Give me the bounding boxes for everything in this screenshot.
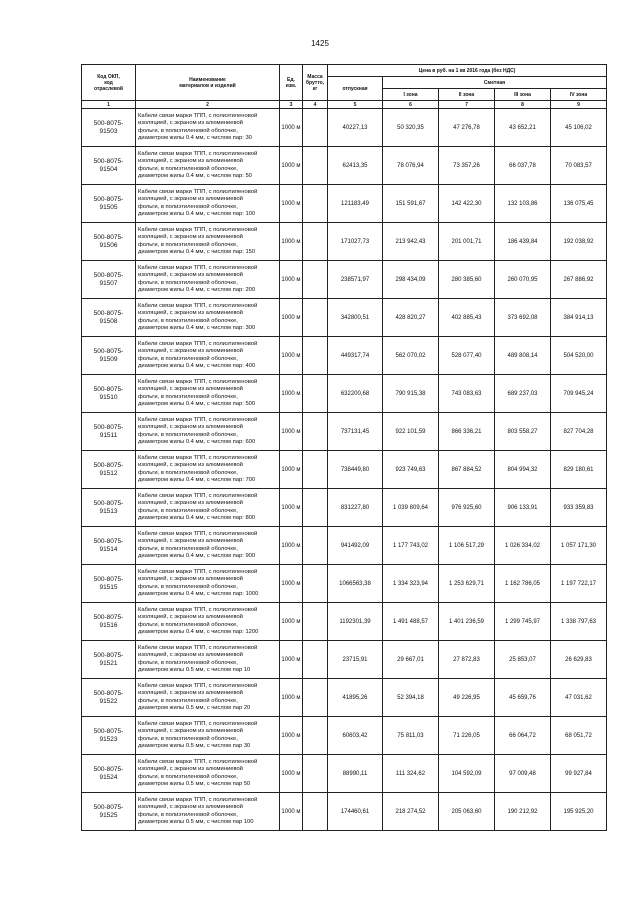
header-name: Наименование материалов и изделий xyxy=(136,65,280,101)
unit-cell: 1000 м xyxy=(280,413,303,451)
table-row xyxy=(82,603,607,641)
table-row xyxy=(82,679,607,717)
unit-cell: 1000 м xyxy=(280,451,303,489)
mass-cell xyxy=(303,527,328,565)
zone-3-price: 45 659,76 xyxy=(495,679,551,717)
column-number-row xyxy=(82,101,607,109)
zone-2-price: 142 422,30 xyxy=(439,185,495,223)
unit-cell: 1000 м xyxy=(280,527,303,565)
release-price: 831227,80 xyxy=(328,489,383,527)
unit-cell: 1000 м xyxy=(280,299,303,337)
mass-cell xyxy=(303,337,328,375)
unit-cell: 1000 м xyxy=(280,565,303,603)
product-code: 500-8075- 91525 xyxy=(82,793,136,831)
release-price: 62413,35 xyxy=(328,147,383,185)
header-zone-4: IV зона xyxy=(551,89,607,101)
mass-cell xyxy=(303,109,328,147)
zone-4-price: 195 925,20 xyxy=(551,793,607,831)
zone-1-price: 50 320,35 xyxy=(383,109,439,147)
column-number: 9 xyxy=(551,101,607,109)
table-row xyxy=(82,717,607,755)
zone-1-price: 922 101,59 xyxy=(383,413,439,451)
table-row xyxy=(82,413,607,451)
zone-4-price: 45 106,02 xyxy=(551,109,607,147)
zone-4-price: 99 927,84 xyxy=(551,755,607,793)
zone-1-price: 52 394,18 xyxy=(383,679,439,717)
header-unit: Ед. изм. xyxy=(280,65,303,101)
column-number: 1 xyxy=(82,101,136,109)
unit-cell: 1000 м xyxy=(280,603,303,641)
product-name: Кабели связи марки ТПП, с полиэтиленовой изоляцией, с экраном из алюминиевой фольги, в полиэтиленовой оболочке, диаметром жилы 0.4 мм, с числом пар: 30 xyxy=(136,109,280,147)
zone-1-price: 1 177 743,02 xyxy=(383,527,439,565)
header-release: отпускная xyxy=(328,77,383,101)
zone-1-price: 75 811,03 xyxy=(383,717,439,755)
zone-3-price: 190 212,92 xyxy=(495,793,551,831)
header-price-group: Цена в руб. на 1 кв 2016 года (без НДС) xyxy=(328,65,607,77)
product-name: Кабели связи марки ТПП, с полиэтиленовой изоляцией, с экраном из алюминиевой фольги, в полиэтиленовой оболочке, диаметром жилы 0.4 мм, с числом пар: 700 xyxy=(136,451,280,489)
product-code: 500-8075- 91513 xyxy=(82,489,136,527)
zone-3-price: 1 299 745,97 xyxy=(495,603,551,641)
column-number: 4 xyxy=(303,101,328,109)
unit-cell: 1000 м xyxy=(280,679,303,717)
table-row xyxy=(82,793,607,831)
zone-1-price: 298 434,09 xyxy=(383,261,439,299)
product-code: 500-8075- 91506 xyxy=(82,223,136,261)
page-number: 1425 xyxy=(311,39,329,48)
mass-cell xyxy=(303,299,328,337)
product-name: Кабели связи марки ТПП, с полиэтиленовой изоляцией, с экраном из алюминиевой фольги, в полиэтиленовой оболочке, диаметром жилы 0.5 мм, с числом пар 30 xyxy=(136,717,280,755)
zone-2-price: 402 885,43 xyxy=(439,299,495,337)
zone-4-price: 709 945,24 xyxy=(551,375,607,413)
header-estimate: Сметная xyxy=(383,77,607,89)
zone-1-price: 562 070,02 xyxy=(383,337,439,375)
table-row xyxy=(82,109,607,147)
product-name: Кабели связи марки ТПП, с полиэтиленовой изоляцией, с экраном из алюминиевой фольги, в полиэтиленовой оболочке, диаметром жилы 0.5 мм, с числом пар 100 xyxy=(136,793,280,831)
zone-3-price: 906 133,91 xyxy=(495,489,551,527)
release-price: 342800,51 xyxy=(328,299,383,337)
zone-2-price: 867 884,52 xyxy=(439,451,495,489)
release-price: 60603,42 xyxy=(328,717,383,755)
zone-2-price: 280 385,60 xyxy=(439,261,495,299)
release-price: 23715,91 xyxy=(328,641,383,679)
zone-3-price: 132 103,86 xyxy=(495,185,551,223)
zone-1-price: 923 749,63 xyxy=(383,451,439,489)
mass-cell xyxy=(303,679,328,717)
zone-3-price: 186 439,84 xyxy=(495,223,551,261)
zone-1-price: 78 076,94 xyxy=(383,147,439,185)
unit-cell: 1000 м xyxy=(280,261,303,299)
header-zone-1: I зона xyxy=(383,89,439,101)
table-row xyxy=(82,641,607,679)
zone-2-price: 47 276,78 xyxy=(439,109,495,147)
table-row xyxy=(82,565,607,603)
release-price: 449317,74 xyxy=(328,337,383,375)
header-code: Код ОКП, код отраслевой xyxy=(82,65,136,101)
table-row xyxy=(82,223,607,261)
zone-3-price: 260 070,95 xyxy=(495,261,551,299)
table-row xyxy=(82,185,607,223)
mass-cell xyxy=(303,413,328,451)
product-name: Кабели связи марки ТПП, с полиэтиленовой изоляцией, с экраном из алюминиевой фольги, в полиэтиленовой оболочке, диаметром жилы 0.5 мм, с числом пар 10 xyxy=(136,641,280,679)
unit-cell: 1000 м xyxy=(280,755,303,793)
mass-cell xyxy=(303,793,328,831)
mass-cell xyxy=(303,565,328,603)
product-code: 500-8075- 91511 xyxy=(82,413,136,451)
unit-cell: 1000 м xyxy=(280,717,303,755)
zone-3-price: 489 808,14 xyxy=(495,337,551,375)
product-name: Кабели связи марки ТПП, с полиэтиленовой изоляцией, с экраном из алюминиевой фольги, в полиэтиленовой оболочке, диаметром жилы 0.5 мм, с числом пар 20 xyxy=(136,679,280,717)
zone-1-price: 29 667,01 xyxy=(383,641,439,679)
product-code: 500-8075- 91516 xyxy=(82,603,136,641)
zone-4-price: 829 180,61 xyxy=(551,451,607,489)
zone-2-price: 71 226,05 xyxy=(439,717,495,755)
mass-cell xyxy=(303,375,328,413)
product-code: 500-8075- 91522 xyxy=(82,679,136,717)
price-table xyxy=(81,64,607,831)
product-code: 500-8075- 91521 xyxy=(82,641,136,679)
zone-2-price: 866 336,21 xyxy=(439,413,495,451)
column-number: 5 xyxy=(328,101,383,109)
product-code: 500-8075- 91510 xyxy=(82,375,136,413)
header-zone-3: III зона xyxy=(495,89,551,101)
product-name: Кабели связи марки ТПП, с полиэтиленовой изоляцией, с экраном из алюминиевой фольги, в полиэтиленовой оболочке, диаметром жилы 0.4 мм, с числом пар: 1000 xyxy=(136,565,280,603)
unit-cell: 1000 м xyxy=(280,489,303,527)
zone-1-price: 218 274,52 xyxy=(383,793,439,831)
zone-4-price: 70 083,57 xyxy=(551,147,607,185)
zone-4-price: 504 520,00 xyxy=(551,337,607,375)
product-code: 500-8075- 91512 xyxy=(82,451,136,489)
zone-4-price: 47 031,62 xyxy=(551,679,607,717)
zone-1-price: 1 039 809,64 xyxy=(383,489,439,527)
release-price: 738449,80 xyxy=(328,451,383,489)
zone-2-price: 205 063,60 xyxy=(439,793,495,831)
product-name: Кабели связи марки ТПП, с полиэтиленовой изоляцией, с экраном из алюминиевой фольги, в полиэтиленовой оболочке, диаметром жилы 0.4 мм, с числом пар: 50 xyxy=(136,147,280,185)
zone-1-price: 1 334 323,94 xyxy=(383,565,439,603)
product-name: Кабели связи марки ТПП, с полиэтиленовой изоляцией, с экраном из алюминиевой фольги, в полиэтиленовой оболочке, диаметром жилы 0.4 мм, с числом пар: 800 xyxy=(136,489,280,527)
zone-3-price: 373 692,08 xyxy=(495,299,551,337)
column-number: 7 xyxy=(439,101,495,109)
release-price: 171027,73 xyxy=(328,223,383,261)
zone-1-price: 151 591,67 xyxy=(383,185,439,223)
header-zone-2: II зона xyxy=(439,89,495,101)
release-price: 238571,97 xyxy=(328,261,383,299)
product-code: 500-8075- 91509 xyxy=(82,337,136,375)
product-code: 500-8075- 91504 xyxy=(82,147,136,185)
zone-3-price: 25 853,07 xyxy=(495,641,551,679)
unit-cell: 1000 м xyxy=(280,641,303,679)
zone-2-price: 976 925,60 xyxy=(439,489,495,527)
product-code: 500-8075- 91505 xyxy=(82,185,136,223)
unit-cell: 1000 м xyxy=(280,375,303,413)
release-price: 737131,45 xyxy=(328,413,383,451)
mass-cell xyxy=(303,603,328,641)
unit-cell: 1000 м xyxy=(280,793,303,831)
table-row xyxy=(82,299,607,337)
zone-3-price: 803 558,27 xyxy=(495,413,551,451)
zone-1-price: 1 491 488,57 xyxy=(383,603,439,641)
zone-2-price: 743 083,63 xyxy=(439,375,495,413)
zone-4-price: 68 051,72 xyxy=(551,717,607,755)
zone-3-price: 804 994,32 xyxy=(495,451,551,489)
product-name: Кабели связи марки ТПП, с полиэтиленовой изоляцией, с экраном из алюминиевой фольги, в полиэтиленовой оболочке, диаметром жилы 0.4 мм, с числом пар: 400 xyxy=(136,337,280,375)
product-name: Кабели связи марки ТПП, с полиэтиленовой изоляцией, с экраном из алюминиевой фольги, в полиэтиленовой оболочке, диаметром жилы 0.4 мм, с числом пар: 200 xyxy=(136,261,280,299)
zone-4-price: 933 359,83 xyxy=(551,489,607,527)
zone-1-price: 790 915,38 xyxy=(383,375,439,413)
table-row xyxy=(82,375,607,413)
release-price: 941492,09 xyxy=(328,527,383,565)
unit-cell: 1000 м xyxy=(280,147,303,185)
release-price: 41895,26 xyxy=(328,679,383,717)
table-row xyxy=(82,261,607,299)
product-code: 500-8075- 91503 xyxy=(82,109,136,147)
zone-4-price: 827 704,28 xyxy=(551,413,607,451)
column-number: 8 xyxy=(495,101,551,109)
mass-cell xyxy=(303,717,328,755)
product-name: Кабели связи марки ТПП, с полиэтиленовой изоляцией, с экраном из алюминиевой фольги, в полиэтиленовой оболочке, диаметром жилы 0.4 мм, с числом пар: 300 xyxy=(136,299,280,337)
zone-4-price: 136 075,45 xyxy=(551,185,607,223)
product-name: Кабели связи марки ТПП, с полиэтиленовой изоляцией, с экраном из алюминиевой фольги, в полиэтиленовой оболочке, диаметром жилы 0.4 мм, с числом пар: 1200 xyxy=(136,603,280,641)
product-code: 500-8075- 91515 xyxy=(82,565,136,603)
zone-3-price: 689 237,03 xyxy=(495,375,551,413)
zone-1-price: 111 324,62 xyxy=(383,755,439,793)
zone-2-price: 73 357,26 xyxy=(439,147,495,185)
zone-2-price: 27 872,83 xyxy=(439,641,495,679)
release-price: 88990,11 xyxy=(328,755,383,793)
table-row xyxy=(82,527,607,565)
column-number: 2 xyxy=(136,101,280,109)
zone-2-price: 201 001,71 xyxy=(439,223,495,261)
mass-cell xyxy=(303,223,328,261)
product-name: Кабели связи марки ТПП, с полиэтиленовой изоляцией, с экраном из алюминиевой фольги, в полиэтиленовой оболочке, диаметром жилы 0.4 мм, с числом пар: 150 xyxy=(136,223,280,261)
zone-2-price: 1 401 236,59 xyxy=(439,603,495,641)
mass-cell xyxy=(303,185,328,223)
release-price: 121183,49 xyxy=(328,185,383,223)
release-price: 1066563,38 xyxy=(328,565,383,603)
mass-cell xyxy=(303,641,328,679)
unit-cell: 1000 м xyxy=(280,109,303,147)
mass-cell xyxy=(303,147,328,185)
zone-4-price: 1 197 722,17 xyxy=(551,565,607,603)
release-price: 1192301,39 xyxy=(328,603,383,641)
release-price: 40227,13 xyxy=(328,109,383,147)
product-code: 500-8075- 91514 xyxy=(82,527,136,565)
column-number: 3 xyxy=(280,101,303,109)
column-number: 6 xyxy=(383,101,439,109)
product-name: Кабели связи марки ТПП, с полиэтиленовой изоляцией, с экраном из алюминиевой фольги, в полиэтиленовой оболочке, диаметром жилы 0.4 мм, с числом пар: 500 xyxy=(136,375,280,413)
zone-2-price: 1 253 629,71 xyxy=(439,565,495,603)
mass-cell xyxy=(303,261,328,299)
header-mass: Масса брутто, кг xyxy=(303,65,328,101)
zone-3-price: 66 037,78 xyxy=(495,147,551,185)
mass-cell xyxy=(303,755,328,793)
zone-3-price: 97 009,48 xyxy=(495,755,551,793)
product-code: 500-8075- 91507 xyxy=(82,261,136,299)
product-name: Кабели связи марки ТПП, с полиэтиленовой изоляцией, с экраном из алюминиевой фольги, в полиэтиленовой оболочке, диаметром жилы 0.4 мм, с числом пар: 100 xyxy=(136,185,280,223)
unit-cell: 1000 м xyxy=(280,223,303,261)
release-price: 632200,68 xyxy=(328,375,383,413)
table-row xyxy=(82,147,607,185)
zone-4-price: 267 886,92 xyxy=(551,261,607,299)
zone-2-price: 528 077,40 xyxy=(439,337,495,375)
unit-cell: 1000 м xyxy=(280,185,303,223)
table-row xyxy=(82,755,607,793)
zone-4-price: 1 338 797,63 xyxy=(551,603,607,641)
zone-1-price: 428 820,27 xyxy=(383,299,439,337)
zone-4-price: 384 914,13 xyxy=(551,299,607,337)
mass-cell xyxy=(303,489,328,527)
zone-3-price: 1 162 786,05 xyxy=(495,565,551,603)
table-row xyxy=(82,337,607,375)
zone-3-price: 1 026 334,02 xyxy=(495,527,551,565)
mass-cell xyxy=(303,451,328,489)
product-code: 500-8075- 91508 xyxy=(82,299,136,337)
product-name: Кабели связи марки ТПП, с полиэтиленовой изоляцией, с экраном из алюминиевой фольги, в полиэтиленовой оболочке, диаметром жилы 0.4 мм, с числом пар: 600 xyxy=(136,413,280,451)
product-name: Кабели связи марки ТПП, с полиэтиленовой изоляцией, с экраном из алюминиевой фольги, в полиэтиленовой оболочке, диаметром жилы 0.4 мм, с числом пар: 900 xyxy=(136,527,280,565)
product-code: 500-8075- 91524 xyxy=(82,755,136,793)
product-name: Кабели связи марки ТПП, с полиэтиленовой изоляцией, с экраном из алюминиевой фольги, в полиэтиленовой оболочке, диаметром жилы 0.5 мм, с числом пар 50 xyxy=(136,755,280,793)
product-code: 500-8075- 91523 xyxy=(82,717,136,755)
table-row xyxy=(82,489,607,527)
unit-cell: 1000 м xyxy=(280,337,303,375)
zone-2-price: 49 226,95 xyxy=(439,679,495,717)
zone-3-price: 66 064,72 xyxy=(495,717,551,755)
zone-4-price: 1 057 171,30 xyxy=(551,527,607,565)
release-price: 174460,61 xyxy=(328,793,383,831)
zone-2-price: 1 106 517,29 xyxy=(439,527,495,565)
zone-2-price: 104 592,09 xyxy=(439,755,495,793)
zone-1-price: 213 942,43 xyxy=(383,223,439,261)
table-row xyxy=(82,451,607,489)
zone-3-price: 43 652,21 xyxy=(495,109,551,147)
zone-4-price: 192 038,92 xyxy=(551,223,607,261)
zone-4-price: 26 629,83 xyxy=(551,641,607,679)
